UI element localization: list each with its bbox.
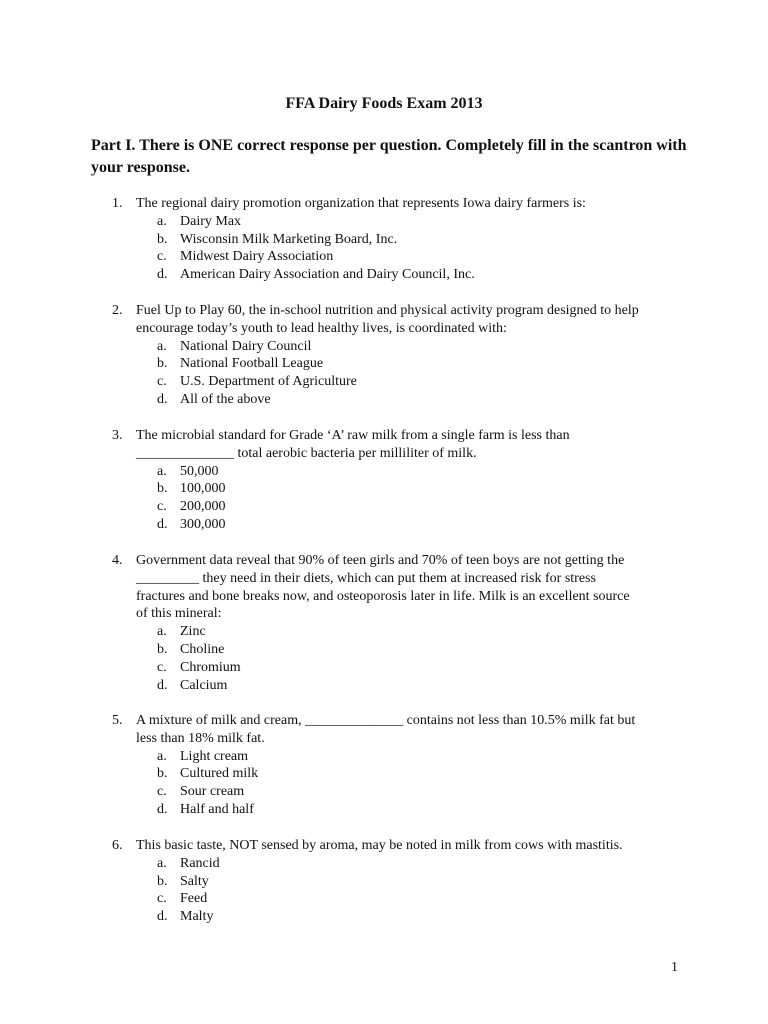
option-text: American Dairy Association and Dairy Council, Inc. [180,267,475,283]
option-letter: a. [157,463,167,479]
option-text: 50,000 [180,463,219,479]
option-letter: d. [157,677,168,693]
option-letter: b. [157,873,168,889]
option [157,498,682,516]
option-text: Cultured milk [180,766,259,782]
option-text: Half and half [180,801,254,817]
option-letter: b. [157,356,168,372]
option-text: Malty [180,909,214,925]
option [157,355,682,373]
page-number: 1 [671,960,678,975]
option [157,213,682,231]
option-text: Sour cream [180,784,245,800]
option-text: Zinc [180,624,206,640]
option [157,516,682,534]
option [157,623,682,641]
option [157,748,682,766]
option-list [112,748,682,819]
option-letter: a. [157,855,167,871]
option [157,373,682,391]
option-letter: a. [157,213,167,229]
option-text: 300,000 [180,516,226,532]
question-1 [112,195,682,284]
option-list [112,338,682,409]
option-text: 200,000 [180,499,226,515]
part-instructions: Part I. There is ONE correct response per question. Completely fill in the scantron with your response. [91,137,687,176]
option-letter: d. [157,267,168,283]
question-6 [112,837,682,926]
option-text: Choline [180,641,225,657]
option-text: U.S. Department of Agriculture [180,374,357,390]
question-text: The regional dairy promotion organization that represents Iowa dairy farmers is: [136,196,586,211]
question-number: 4. [112,553,123,568]
option [157,231,682,249]
option [157,641,682,659]
question-text: Fuel Up to Play 60, the in-school nutrition and physical activity program designed to help encourage today’s youth to lead healthy lives, is coordinated with: [136,303,639,336]
option-letter: c. [157,374,167,390]
option-letter: a. [157,748,167,764]
option [157,801,682,819]
option [157,908,682,926]
question-2 [112,302,682,409]
option-text: Rancid [180,855,220,871]
option-list [112,463,682,534]
question-text: Government data reveal that 90% of teen girls and 70% of teen boys are not getting the _________ they need in their diets, which can put them at increased risk for stress fractures and bone breaks now, and osteoporosis later in life. Milk is an excellent source of this mineral: [136,553,630,622]
option-text: Light cream [180,748,249,764]
option-letter: b. [157,481,168,497]
option-text: Dairy Max [180,213,242,229]
option-letter: b. [157,641,168,657]
option-text: 100,000 [180,481,226,497]
option-text: Feed [180,891,208,907]
option-list [112,623,682,694]
option-text: Salty [180,873,209,889]
option-letter: d. [157,516,168,532]
option-list [112,855,682,926]
option-text: National Dairy Council [180,338,312,354]
option-letter: a. [157,338,167,354]
option-letter: a. [157,624,167,640]
option-letter: c. [157,249,167,265]
option-letter: c. [157,784,167,800]
question-number: 1. [112,196,123,211]
option [157,248,682,266]
option-text: Wisconsin Milk Marketing Board, Inc. [180,231,398,247]
question-5 [112,712,682,819]
question-text: The microbial standard for Grade ‘A’ raw milk from a single farm is less than ______________ total aerobic bacteria per milliliter of milk. [136,428,570,461]
page-title: FFA Dairy Foods Exam 2013 [285,95,483,112]
option [157,855,682,873]
question-4 [112,552,682,694]
option-letter: b. [157,766,168,782]
option-letter: c. [157,499,167,515]
option-text: All of the above [180,391,271,407]
question-text: A mixture of milk and cream, ______________ contains not less than 10.5% milk fat but less than 18% milk fat. [136,713,636,746]
option-letter: b. [157,231,168,247]
option-letter: d. [157,801,168,817]
option [157,480,682,498]
option [157,783,682,801]
option [157,391,682,409]
option [157,463,682,481]
option-text: Calcium [180,677,228,693]
option [157,659,682,677]
option [157,765,682,783]
question-number: 3. [112,428,123,443]
option [157,873,682,891]
question-3 [112,427,682,534]
option-text: National Football League [180,356,324,372]
option-letter: d. [157,909,168,925]
option [157,266,682,284]
option-list [112,213,682,284]
question-text: This basic taste, NOT sensed by aroma, may be noted in milk from cows with mastitis. [136,838,623,853]
option-letter: c. [157,659,167,675]
option-letter: d. [157,391,168,407]
option-text: Chromium [180,659,241,675]
option [157,338,682,356]
option [157,890,682,908]
option-letter: c. [157,891,167,907]
question-number: 5. [112,713,123,728]
question-number: 2. [112,303,123,318]
option [157,677,682,695]
option-text: Midwest Dairy Association [180,249,334,265]
question-number: 6. [112,838,123,853]
